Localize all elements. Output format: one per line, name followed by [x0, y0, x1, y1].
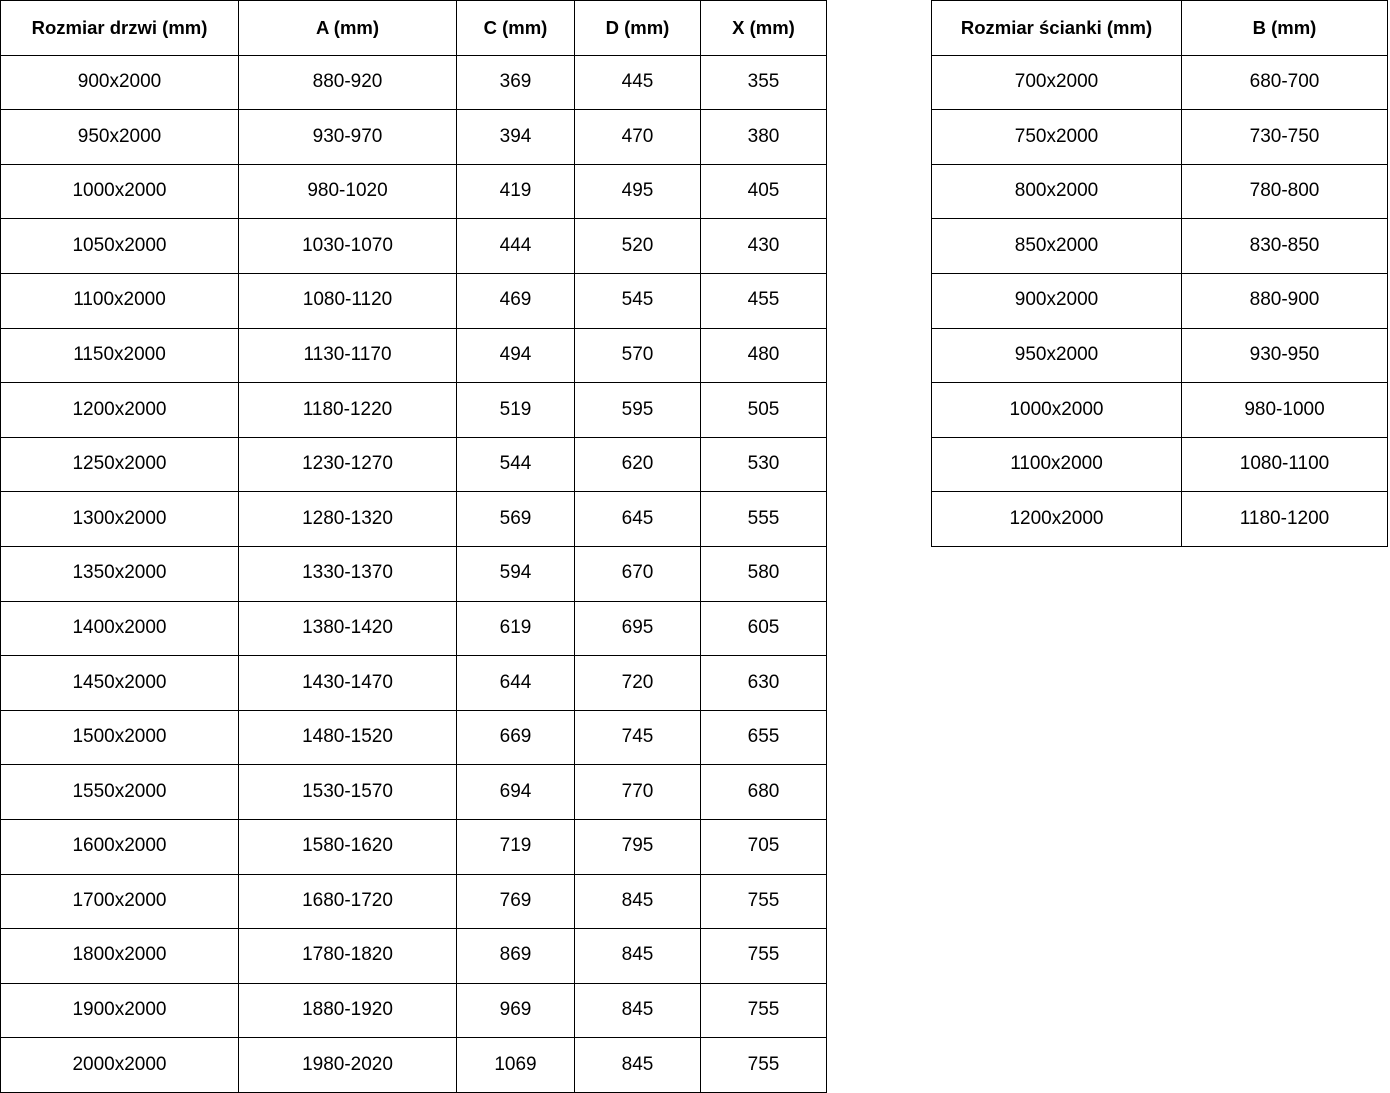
- cell-d: 495: [575, 164, 701, 219]
- table-row: [1, 164, 827, 219]
- cell-b: 980-1000: [1182, 383, 1388, 438]
- cell-d: 520: [575, 219, 701, 274]
- cell-x: 405: [701, 164, 827, 219]
- table-row: [1, 219, 827, 274]
- cell-size: 1050x2000: [1, 219, 239, 274]
- cell-x: 530: [701, 437, 827, 492]
- wall-dimension-table: [931, 0, 1388, 547]
- cell-a: 1130-1170: [239, 328, 457, 383]
- cell-a: 1530-1570: [239, 765, 457, 820]
- cell-d: 595: [575, 383, 701, 438]
- cell-a: 1780-1820: [239, 929, 457, 984]
- cell-c: 719: [457, 819, 575, 874]
- cell-d: 545: [575, 273, 701, 328]
- cell-d: 445: [575, 55, 701, 110]
- cell-size: 1300x2000: [1, 492, 239, 547]
- cell-d: 670: [575, 546, 701, 601]
- cell-d: 845: [575, 1038, 701, 1093]
- cell-x: 480: [701, 328, 827, 383]
- cell-x: 755: [701, 1038, 827, 1093]
- cell-d: 720: [575, 656, 701, 711]
- cell-b: 930-950: [1182, 328, 1388, 383]
- table-row: [932, 55, 1388, 110]
- table-row: [1, 55, 827, 110]
- table-row: [1, 929, 827, 984]
- cell-d: 470: [575, 110, 701, 165]
- column-header: D (mm): [575, 1, 701, 56]
- table-row: [1, 601, 827, 656]
- cell-x: 755: [701, 929, 827, 984]
- table-row: [1, 765, 827, 820]
- cell-d: 620: [575, 437, 701, 492]
- table-header-row: [932, 1, 1388, 56]
- table-row: [1, 273, 827, 328]
- column-header: B (mm): [1182, 1, 1388, 56]
- table-row: [1, 492, 827, 547]
- cell-c: 669: [457, 710, 575, 765]
- table-row: [1, 710, 827, 765]
- cell-c: 869: [457, 929, 575, 984]
- cell-x: 505: [701, 383, 827, 438]
- cell-b: 830-850: [1182, 219, 1388, 274]
- cell-x: 655: [701, 710, 827, 765]
- cell-d: 770: [575, 765, 701, 820]
- table-row: [1, 874, 827, 929]
- cell-a: 1230-1270: [239, 437, 457, 492]
- cell-a: 1430-1470: [239, 656, 457, 711]
- table-row: [932, 273, 1388, 328]
- cell-a: 1330-1370: [239, 546, 457, 601]
- cell-a: 930-970: [239, 110, 457, 165]
- cell-size: 1900x2000: [1, 983, 239, 1038]
- cell-d: 570: [575, 328, 701, 383]
- cell-size: 1200x2000: [1, 383, 239, 438]
- cell-c: 1069: [457, 1038, 575, 1093]
- cell-d: 845: [575, 983, 701, 1038]
- cell-size: 700x2000: [932, 55, 1182, 110]
- cell-size: 2000x2000: [1, 1038, 239, 1093]
- cell-b: 730-750: [1182, 110, 1388, 165]
- cell-c: 569: [457, 492, 575, 547]
- wall-table-block: [931, 0, 1388, 547]
- cell-size: 900x2000: [1, 55, 239, 110]
- cell-x: 380: [701, 110, 827, 165]
- cell-size: 1350x2000: [1, 546, 239, 601]
- cell-size: 1550x2000: [1, 765, 239, 820]
- table-row: [932, 383, 1388, 438]
- cell-b: 880-900: [1182, 273, 1388, 328]
- table-row: [1, 110, 827, 165]
- table-row: [932, 219, 1388, 274]
- cell-a: 1180-1220: [239, 383, 457, 438]
- table-row: [932, 164, 1388, 219]
- cell-size: 1150x2000: [1, 328, 239, 383]
- cell-c: 469: [457, 273, 575, 328]
- table-row: [1, 437, 827, 492]
- cell-size: 1000x2000: [1, 164, 239, 219]
- cell-size: 1100x2000: [932, 437, 1182, 492]
- cell-a: 1880-1920: [239, 983, 457, 1038]
- cell-a: 1980-2020: [239, 1038, 457, 1093]
- cell-a: 880-920: [239, 55, 457, 110]
- column-header: Rozmiar ścianki (mm): [932, 1, 1182, 56]
- cell-a: 1580-1620: [239, 819, 457, 874]
- cell-x: 555: [701, 492, 827, 547]
- cell-size: 1800x2000: [1, 929, 239, 984]
- table-row: [932, 492, 1388, 547]
- cell-size: 1500x2000: [1, 710, 239, 765]
- cell-c: 694: [457, 765, 575, 820]
- cell-c: 394: [457, 110, 575, 165]
- cell-c: 369: [457, 55, 575, 110]
- cell-d: 795: [575, 819, 701, 874]
- cell-c: 594: [457, 546, 575, 601]
- cell-size: 1000x2000: [932, 383, 1182, 438]
- cell-size: 1100x2000: [1, 273, 239, 328]
- cell-x: 605: [701, 601, 827, 656]
- cell-size: 1200x2000: [932, 492, 1182, 547]
- cell-d: 845: [575, 929, 701, 984]
- table-row: [1, 656, 827, 711]
- cell-d: 745: [575, 710, 701, 765]
- cell-d: 695: [575, 601, 701, 656]
- cell-b: 1180-1200: [1182, 492, 1388, 547]
- cell-size: 1450x2000: [1, 656, 239, 711]
- cell-a: 1480-1520: [239, 710, 457, 765]
- cell-b: 1080-1100: [1182, 437, 1388, 492]
- cell-c: 619: [457, 601, 575, 656]
- column-header: A (mm): [239, 1, 457, 56]
- cell-c: 519: [457, 383, 575, 438]
- table-row: [932, 328, 1388, 383]
- cell-x: 755: [701, 983, 827, 1038]
- cell-c: 769: [457, 874, 575, 929]
- cell-x: 630: [701, 656, 827, 711]
- cell-a: 1030-1070: [239, 219, 457, 274]
- cell-b: 780-800: [1182, 164, 1388, 219]
- cell-x: 705: [701, 819, 827, 874]
- cell-size: 1400x2000: [1, 601, 239, 656]
- cell-a: 1280-1320: [239, 492, 457, 547]
- cell-d: 845: [575, 874, 701, 929]
- table-row: [1, 546, 827, 601]
- cell-x: 355: [701, 55, 827, 110]
- column-header: X (mm): [701, 1, 827, 56]
- cell-size: 750x2000: [932, 110, 1182, 165]
- cell-c: 444: [457, 219, 575, 274]
- cell-x: 455: [701, 273, 827, 328]
- cell-c: 644: [457, 656, 575, 711]
- cell-c: 544: [457, 437, 575, 492]
- cell-c: 969: [457, 983, 575, 1038]
- cell-size: 1700x2000: [1, 874, 239, 929]
- cell-a: 1080-1120: [239, 273, 457, 328]
- cell-size: 900x2000: [932, 273, 1182, 328]
- table-row: [932, 110, 1388, 165]
- cell-a: 1380-1420: [239, 601, 457, 656]
- cell-x: 580: [701, 546, 827, 601]
- cell-size: 800x2000: [932, 164, 1182, 219]
- cell-c: 494: [457, 328, 575, 383]
- table-row: [1, 1038, 827, 1093]
- table-row: [932, 437, 1388, 492]
- column-header: Rozmiar drzwi (mm): [1, 1, 239, 56]
- cell-a: 980-1020: [239, 164, 457, 219]
- cell-x: 430: [701, 219, 827, 274]
- cell-a: 1680-1720: [239, 874, 457, 929]
- column-header: C (mm): [457, 1, 575, 56]
- cell-size: 950x2000: [932, 328, 1182, 383]
- table-row: [1, 819, 827, 874]
- cell-d: 645: [575, 492, 701, 547]
- table-header-row: [1, 1, 827, 56]
- table-row: [1, 983, 827, 1038]
- cell-size: 1250x2000: [1, 437, 239, 492]
- cell-size: 950x2000: [1, 110, 239, 165]
- table-row: [1, 383, 827, 438]
- cell-size: 1600x2000: [1, 819, 239, 874]
- table-row: [1, 328, 827, 383]
- cell-x: 680: [701, 765, 827, 820]
- cell-c: 419: [457, 164, 575, 219]
- cell-b: 680-700: [1182, 55, 1388, 110]
- cell-size: 850x2000: [932, 219, 1182, 274]
- cell-x: 755: [701, 874, 827, 929]
